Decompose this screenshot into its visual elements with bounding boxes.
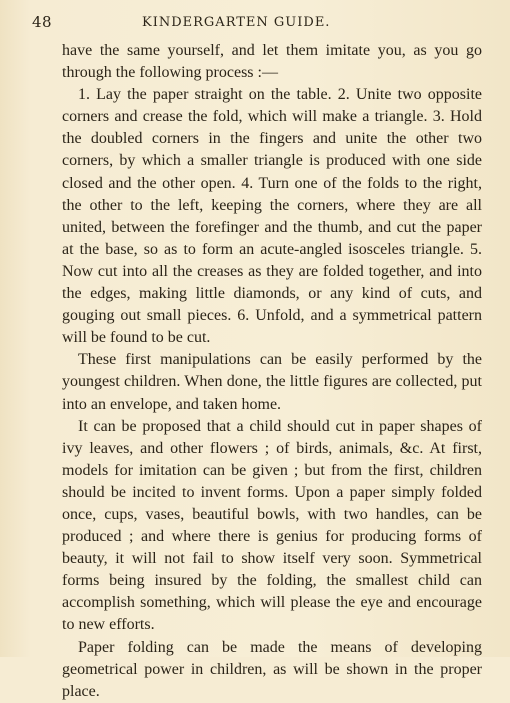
page-header [32, 13, 486, 35]
paragraph-first-manipulations: These first manipulations can be easily performed by the youngest children. When done, the little figures are collected, put into an envelope, and taken home. [62, 351, 482, 413]
running-head: KINDERGARTEN GUIDE. [142, 15, 331, 30]
paragraph-paper-folding: Paper folding can be made the means of developing geometrical power in children, as will be shown in the proper place. [62, 638, 482, 700]
paragraph-cutting-shapes: It can be proposed that a child should cut in paper shapes of ivy leaves, and other flowers ; of birds, animals, &c. At first, models for imitation can be given ; but from the first, children should be incited to invent forms. Upon a paper simply folded once, cups, vases, beautiful bowls, with two handles, can be produced ; and where there is genius for producing forms of beauty, it will not fail to show itself very soon. Symmetrical forms being insured by the folding, the smallest child can accomplish something, which will please the eye and encourage to new efforts. [62, 417, 482, 634]
paragraph-continuation: have the same yourself, and let them imitate you, as you go through the following process :— [62, 42, 482, 82]
paragraph-process-steps: 1. Lay the paper straight on the table. 2. Unite two opposite corners and crease the fold, which will make a triangle. 3. Hold the doubled corners in the fingers and unite the other two corners, by which a smaller triangle is produced with one side closed and the other open. 4. Turn one of the folds to the right, the other to the left, keeping the corners, where they are all united, between the forefinger and the thumb, and cut the paper at the base, so as to form an acute-angled isosceles triangle. 5. Now cut into all the creases as they are folded together, and into the edges, making little diamonds, or any kind of cuts, and gouging out small pieces. 6. Unfold, and a symmetrical pattern will be found to be cut. [62, 86, 482, 347]
page-number: 48 [32, 13, 53, 31]
body-text [62, 40, 482, 703]
